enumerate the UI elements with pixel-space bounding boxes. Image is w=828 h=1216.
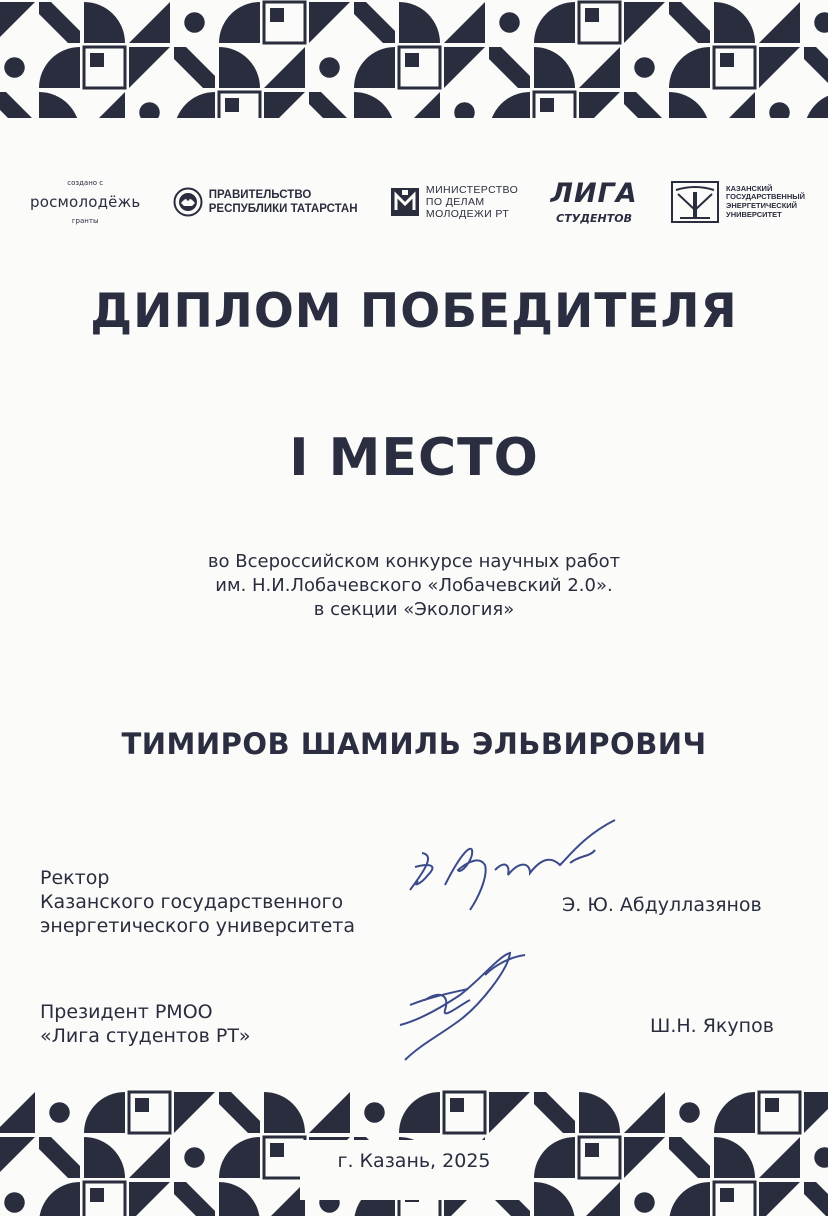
pattern-tile [264, 47, 305, 88]
university-emblem-icon [670, 180, 720, 224]
competition-description: во Всероссийском конкурсе научных работ им. Н.И.Лобачевского «Лобачевский 2.0». в секции «Экология» [207, 551, 621, 620]
pattern-tile [489, 47, 530, 88]
pattern-tile [624, 2, 665, 43]
pattern-tile [769, 102, 790, 118]
rector-signature [400, 815, 625, 915]
pattern-tile [714, 1182, 755, 1216]
pattern-tile [759, 1092, 800, 1133]
pattern-tile [309, 1092, 350, 1133]
diploma-title: ДИПЛОМ ПОБЕДИТЕЛЯ [90, 284, 738, 339]
pattern-tile [0, 92, 35, 118]
pattern-tile [714, 1092, 755, 1133]
pattern-tile [84, 92, 125, 118]
pattern-tile [444, 47, 485, 88]
pattern-tile [714, 92, 755, 118]
pattern-tile [84, 1092, 125, 1133]
pattern-tile [364, 1102, 385, 1123]
pattern-tile [4, 1192, 25, 1213]
pattern-tile [804, 1092, 828, 1133]
pattern-tile [534, 1092, 575, 1133]
pattern-tile [634, 1192, 655, 1213]
pattern-tile [534, 47, 575, 88]
pattern-tile [534, 92, 575, 118]
pattern-tile [759, 2, 800, 43]
pattern-tile [129, 47, 170, 88]
rector-name: Э. Ю. Абдуллазянов [562, 894, 762, 916]
pattern-tile [264, 1182, 305, 1216]
pattern-tile [399, 1092, 440, 1133]
pattern-tile [489, 1092, 530, 1133]
winner-name: ТИМИРОВ ШАМИЛЬ ЭЛЬВИРОВИЧ [121, 727, 707, 761]
pattern-tile [669, 2, 710, 43]
pattern-tile [0, 1092, 35, 1133]
ministry-emblem-icon [390, 187, 420, 217]
liga-studentov-logo: ЛИГА СТУДЕНТОВ [550, 178, 638, 225]
pattern-tile [39, 92, 80, 118]
pattern-tile [714, 2, 755, 43]
pattern-tile [139, 102, 160, 118]
pattern-tile [174, 92, 215, 118]
pattern-tile [444, 2, 485, 43]
decorative-pattern-top [0, 0, 828, 118]
president-name: Ш.Н. Якупов [650, 1015, 774, 1037]
pattern-tile [579, 1182, 620, 1216]
pattern-tile [489, 92, 530, 118]
pattern-tile [624, 92, 665, 118]
award-place: I МЕСТО [289, 428, 539, 488]
pattern-tile [354, 2, 395, 43]
pattern-tile [634, 57, 655, 78]
tatarstan-emblem-icon [173, 187, 203, 217]
pattern-tile [714, 47, 755, 88]
pattern-tile [84, 47, 125, 88]
pattern-tiles [0, 0, 828, 118]
pattern-tile [399, 92, 440, 118]
pattern-tile [534, 1182, 575, 1216]
pattern-tile [219, 92, 260, 118]
pattern-tile [354, 92, 395, 118]
pattern-tile [579, 92, 620, 118]
pattern-tile [579, 47, 620, 88]
kgeu-logo: КАЗАНСКИЙ ГОСУДАРСТВЕННЫЙ ЭНЕРГЕТИЧЕСКИЙ УНИВЕРСИТЕТ [670, 180, 805, 224]
pattern-tile [264, 92, 305, 118]
pattern-tile [534, 2, 575, 43]
pattern-tile [174, 47, 215, 88]
pattern-tile [804, 1182, 828, 1216]
pattern-tile [759, 1182, 800, 1216]
pattern-tile [264, 2, 305, 43]
pattern-tile [184, 12, 205, 33]
pattern-tile [174, 1092, 215, 1133]
city-year: г. Казань, 2025 [337, 1150, 491, 1172]
pattern-tile [4, 57, 25, 78]
pattern-tile [669, 47, 710, 88]
pattern-tile [264, 1092, 305, 1133]
rosmolodezh-logo: создано с росмолодёжь гранты [30, 178, 141, 225]
pattern-tile [669, 92, 710, 118]
pattern-tile [174, 1182, 215, 1216]
pattern-tile [354, 47, 395, 88]
pattern-tile [309, 2, 350, 43]
pattern-tile [219, 2, 260, 43]
pattern-tile [129, 2, 170, 43]
pattern-tile [219, 47, 260, 88]
pattern-tile [579, 2, 620, 43]
pattern-tile [319, 57, 340, 78]
pattern-tile [84, 1182, 125, 1216]
pattern-tile [84, 2, 125, 43]
pattern-tile [399, 2, 440, 43]
pattern-tile [39, 1182, 80, 1216]
partner-logos [30, 176, 805, 228]
pattern-tile [49, 1102, 70, 1123]
pattern-tile [579, 1092, 620, 1133]
pattern-tile [499, 12, 520, 33]
pattern-tile [804, 92, 828, 118]
pattern-tile [814, 12, 828, 33]
pattern-tile [759, 47, 800, 88]
pattern-tile [129, 1092, 170, 1133]
pattern-tile [399, 47, 440, 88]
president-title: Президент РМОО «Лига студентов РТ» [40, 1001, 251, 1047]
pattern-tile [309, 92, 350, 118]
pattern-tile [219, 1182, 260, 1216]
pattern-tile [454, 102, 475, 118]
pattern-tile [39, 47, 80, 88]
pattern-tile [0, 2, 35, 43]
pattern-tile [39, 2, 80, 43]
pattern-tile [624, 1092, 665, 1133]
rector-title: Ректор Казанского государственного энергетического университета [40, 867, 356, 937]
pattern-tile [129, 1182, 170, 1216]
government-logo: ПРАВИТЕЛЬСТВО РЕСПУБЛИКИ ТАТАРСТАН [173, 187, 358, 217]
pattern-tile [444, 1092, 485, 1133]
president-signature [390, 945, 530, 1065]
pattern-tile [804, 47, 828, 88]
ministry-logo: МИНИСТЕРСТВО ПО ДЕЛАМ МОЛОДЕЖИ РТ [390, 184, 518, 220]
pattern-tile [669, 1182, 710, 1216]
pattern-tile [219, 1092, 260, 1133]
pattern-tile [679, 1102, 700, 1123]
